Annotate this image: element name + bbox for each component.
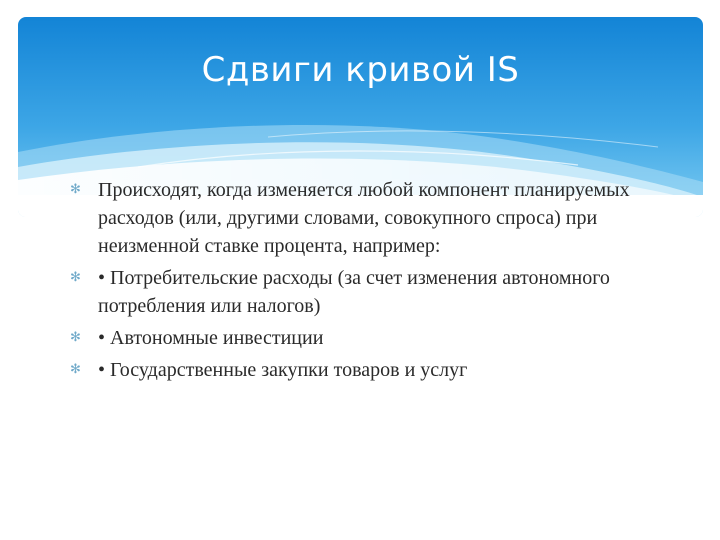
list-item (70, 176, 630, 260)
list-item (70, 356, 630, 384)
list-item-text: Происходят, когда изменяется любой компонент планируемых расходов (или, другими словами, совокупного спроса) при неизменной ставке процента, например: (98, 179, 630, 257)
asterisk-icon: ✻ (70, 182, 81, 197)
asterisk-icon: ✻ (70, 330, 81, 345)
bullet-list (70, 176, 630, 388)
list-item-text: • Государственные закупки товаров и услуг (98, 359, 468, 381)
list-item (70, 264, 630, 320)
list-item-text: • Автономные инвестиции (98, 327, 324, 349)
asterisk-icon: ✻ (70, 270, 81, 285)
list-item-text: • Потребительские расходы (за счет изменения автономного потребления или налогов) (98, 267, 610, 317)
asterisk-icon: ✻ (70, 362, 81, 377)
page-title: Сдвиги кривой IS (201, 50, 520, 90)
list-item (70, 324, 630, 352)
